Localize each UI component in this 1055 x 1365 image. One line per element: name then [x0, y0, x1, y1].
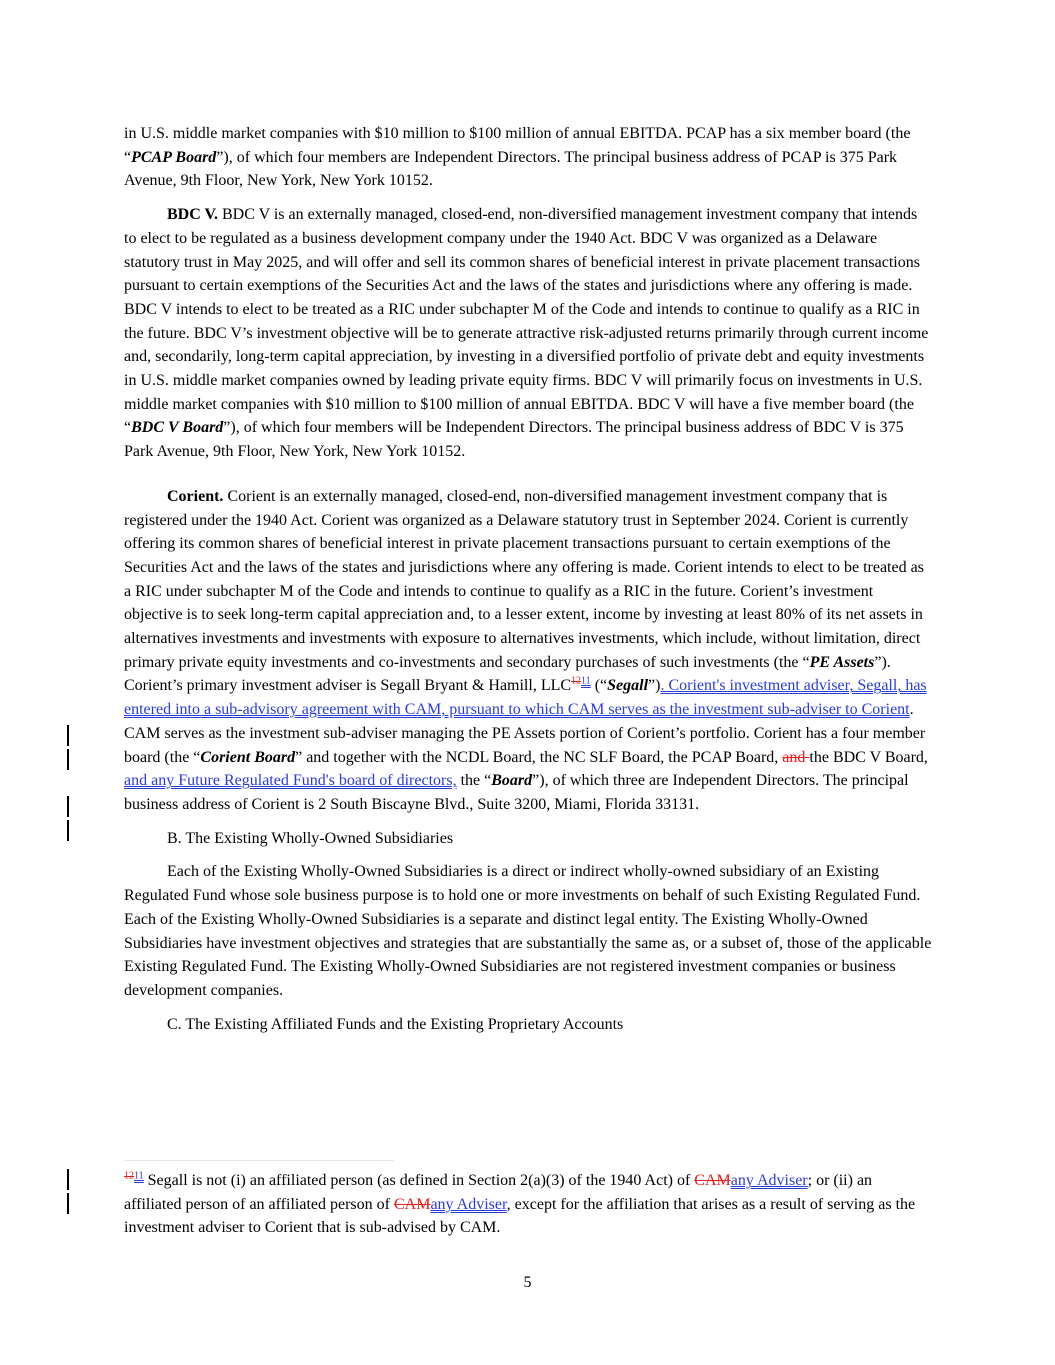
inserted-text: any Adviser	[730, 1172, 808, 1189]
change-bar	[67, 1169, 69, 1190]
paragraph-bdc-v: BDC V. BDC V is an externally managed, closed-end, non-diversified management investment company that intends to elect to be regulated as a business development company under the 1940 Act. BDC V was organized as a Delaware statutory trust in May 2025, and will offer and sell its common shares of beneficial interest in private placement transactions pursuant to certain exemptions of the Securities Act and the laws of the states and jurisdictions where any offering is made. BDC V intends to elect to be treated as a RIC under subchapter M of the Code and intends to continue to qualify as a RIC in the future. BDC V’s investment objective will be to generate attractive risk-adjusted returns primarily through current income and, secondarily, long-term capital appreciation, by investing in a diversified portfolio of private debt and equity investments in U.S. middle market companies owned by leading private equity firms. BDC V will primarily focus on investments in U.S. middle market companies with $10 million to $100 million of annual EBITDA. BDC V will have a five member board (the “BDC V Board”), of which four members will be Independent Directors. The principal business address of BDC V is 375 Park Avenue, 9th Floor, New York, New York 10152.	[124, 206, 929, 461]
change-bar	[67, 725, 69, 746]
paragraph-heading: BDC V.	[167, 206, 218, 224]
inserted-text: . Corient's investment adviser, Segall, has entered into a sub-advisory agreement with CAM, pursuant to which CAM serves as the investment sub-adviser to Corient	[124, 677, 927, 719]
defined-term: Corient Board	[200, 748, 296, 766]
defined-term: Segall	[607, 677, 649, 695]
change-bar	[67, 820, 69, 841]
defined-term: BDC V Board	[131, 419, 224, 437]
deleted-text: and	[782, 748, 810, 766]
defined-term: PCAP Board	[131, 148, 217, 166]
deleted-text: CAM	[393, 1195, 431, 1213]
page-number: 5	[523, 1274, 532, 1291]
defined-term: PE Assets	[809, 653, 875, 671]
footnote: $^{1211}$ Segall is not (i) an affiliated person (as defined in Section 2(a)(3) of the 1940 Act) of CAMany Adviser; or (ii) an affiliated person of an affiliated person of CAMany Adviser, except for the affiliation that arises as a result of serving as the investment adviser to Corient that is sub-advised by CAM.	[124, 1170, 916, 1237]
section-heading-b: B. The Existing Wholly-Owned Subsidiaries	[167, 829, 454, 847]
paragraph-pcap: in U.S. middle market companies with $10 million to $100 million of annual EBITDA. PCAP has a six member board (the “PCAP Board”), of which four members are Independent Directors. The principal business address of PCAP is 375 Park Avenue, 9th Floor, New York, New York 10152.	[124, 125, 911, 190]
change-bar	[67, 749, 69, 770]
footnote-ref-deleted: 12	[571, 676, 582, 688]
document-body	[124, 122, 932, 1036]
footnote-number-deleted: 12	[124, 1170, 134, 1182]
paragraph-corient: Corient. Corient is an externally managed, closed-end, non-diversified management investment company that is registered under the 1940 Act. Corient was organized as a Delaware statutory trust in September 2024. Corient is currently offering its common shares of beneficial interest in private placement transactions pursuant to certain exemptions of the Securities Act and the laws of the states and jurisdictions where any offering is made. Corient intends to elect to be treated as a RIC under subchapter M of the Code and intends to continue to qualify as a RIC in the future. Corient’s investment objective is to seek long-term capital appreciation and, to a lesser extent, income by investing at least 80% of its net assets in alternatives investments and investments with exposure to alternatives investments, which include, without limitation, direct primary private equity investments and co-investments and secondary purchases of such investments (the “PE Assets”). Corient’s primary investment adviser is Segall Bryant & Hamill, LLC$^{1211}$ (“Segall”). Corient's investment adviser, Segall, has entered into a sub-advisory agreement with CAM, pursuant to which CAM serves as the investment sub-adviser to Corient. CAM serves as the investment sub-adviser managing the PE Assets portion of Corient’s portfolio. Corient has a four member board (the “Corient Board” and together with the NCDL Board, the NC SLF Board, the PCAP Board, and the BDC V Board, and any Future Regulated Fund's board of directors, the “Board”), of which three are Independent Directors. The principal business address of Corient is 2 South Biscayne Blvd., Suite 3200, Miami, Florida 33131.	[124, 487, 928, 813]
paragraph-subsidiaries: Each of the Existing Wholly-Owned Subsidiaries is a direct or indirect wholly-owned subsidiary of an Existing Regulated Fund whose sole business purpose is to hold one or more investments on behalf of such Existing Regulated Fund. Each of the Existing Wholly-Owned Subsidiaries is a separate and distinct legal entity. The Existing Wholly-Owned Subsidiaries have investment objectives and strategies that are substantially the same as, or a subset of, those of the applicable Existing Regulated Fund. The Existing Wholly-Owned Subsidiaries are not registered investment companies or business development companies.	[124, 863, 932, 999]
section-heading-c: C. The Existing Affiliated Funds and the Existing Proprietary Accounts	[167, 1015, 624, 1033]
change-bar	[67, 796, 69, 817]
defined-term: Board	[491, 772, 533, 790]
inserted-text: and any Future Regulated Fund's board of directors,	[124, 772, 457, 790]
inserted-text: any Adviser	[430, 1195, 507, 1213]
footnote-separator	[124, 1160, 394, 1161]
change-bar	[67, 1193, 69, 1214]
footnote-number-inserted: 11	[134, 1170, 144, 1182]
footnote-ref-inserted[interactable]: 11	[581, 676, 591, 688]
deleted-text: CAM	[694, 1172, 731, 1189]
paragraph-heading: Corient.	[167, 487, 224, 505]
